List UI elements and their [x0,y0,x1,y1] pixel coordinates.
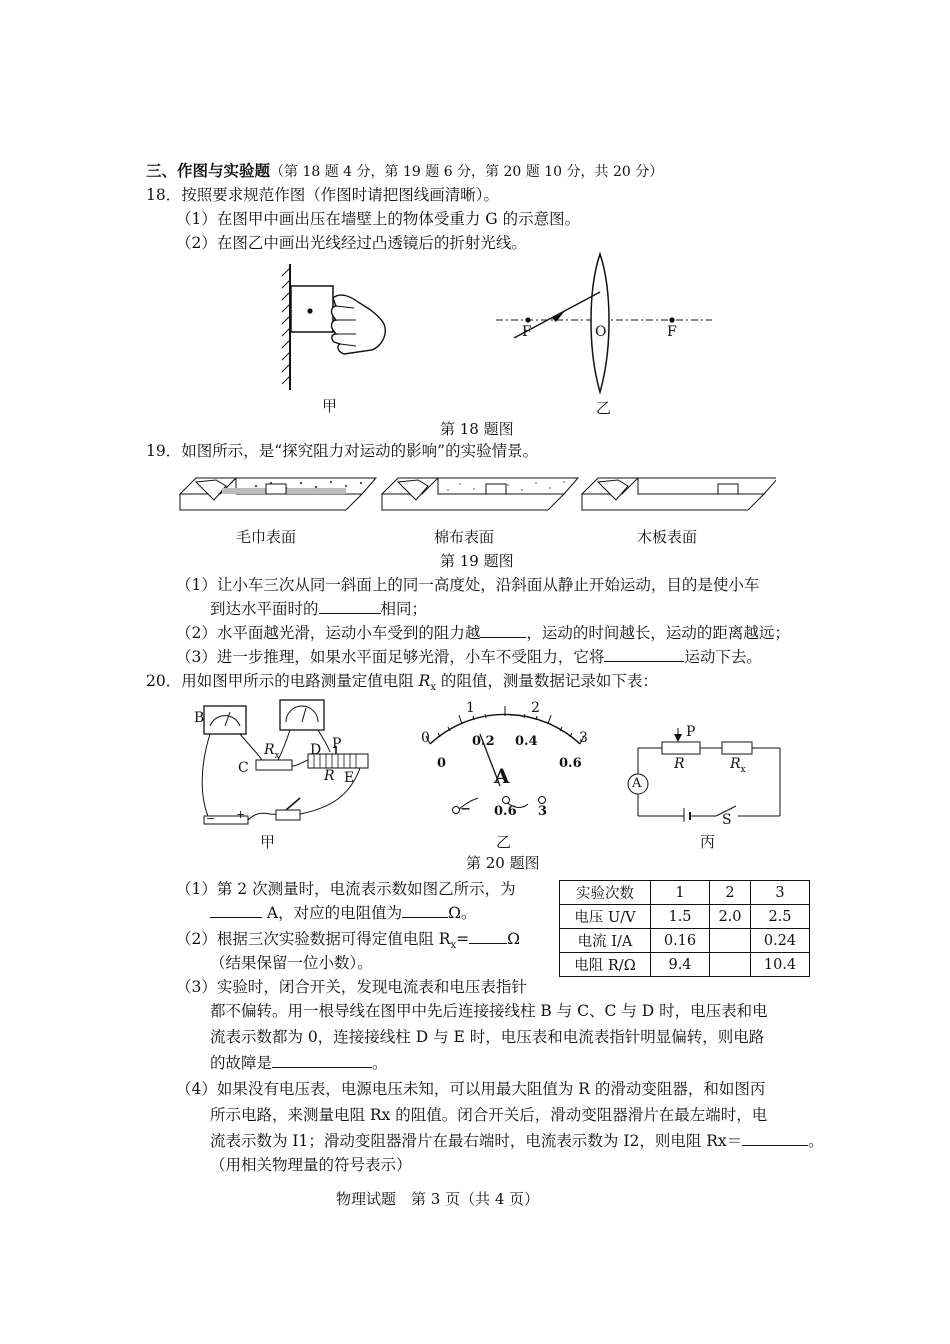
table-cell: 10.4 [751,953,810,977]
q19-part3: （3）进一步推理，如果水平面足够光滑，小车不受阻力，它将 运动下去。 [176,648,762,666]
q20-part1a: （1）第 2 次测量时，电流表示数如图乙所示，为 [176,880,516,898]
table-cell: 2.0 [710,905,751,929]
q20-jia-Rx: $R_x$ [264,742,280,761]
q20-jia-D: D [310,742,322,758]
table-row [560,881,810,905]
q20-part4c: 流表示数为 I1；滑动变阻器滑片在最右端时，电流表示数为 I2，则电阻 Rx＝ 。 [210,1132,824,1150]
q20-yi-inner-06: 0.6 [559,756,582,771]
q20-yi-tick-1: 1 [466,700,475,716]
q20-bing-ammeter: A [632,776,642,791]
table-cell: 0.24 [751,929,810,953]
q20-yi-term-minus: − [460,802,471,817]
q18-part1: （1）在图甲中画出压在墙壁上的物体受重力 G 的示意图。 [176,210,581,228]
q19-part1b: 到达水平面时的 相同； [210,600,428,618]
section-title: 三、作图与实验题 [146,161,271,180]
q19-part1a: （1）让小车三次从同一斜面上的同一高度处，沿斜面从静止开始运动，目的是使小车 [176,576,760,594]
q20-part2: （2）根据三次实验数据可得定值电阻 $R_x= \Omega$ [176,930,520,952]
surface-towel [180,478,376,510]
q20-part3a: （3）实验时，闭合开关，发现电流表和电压表指针 [176,978,527,996]
q18-part2: （2）在图乙中画出光线经过凸透镜后的折射光线。 [176,234,527,252]
q18-center-o: O [595,324,607,340]
q20-jia-C: C [238,760,249,776]
q18-stem: 18．按照要求规范作图（作图时请把图线画清晰）。 [146,186,499,204]
q20-blank-formula[interactable] [742,1131,808,1146]
q19-blank-1[interactable] [319,599,381,614]
q20-figure-bing [618,722,788,822]
section-header [146,160,663,183]
table-cell-blank[interactable] [710,953,751,977]
q20-blank-resistance[interactable] [402,903,448,918]
q18-label-yi: 乙 [596,399,612,417]
surface-cotton [382,478,578,510]
q20-jia-E: E [344,770,355,786]
table-cell: 电阻 R/Ω [560,953,651,977]
q20-bing-Rx: $R_x$ [730,756,746,775]
q20-yi-term-3: 3 [538,804,548,819]
q18-figure-jia [270,258,400,398]
q18-focus-left: F [522,324,532,340]
table-cell: 实验次数 [560,881,651,905]
table-cell: 电流 I/A [560,929,651,953]
q20-part4a: （4）如果没有电压表，电源电压未知，可以用最大阻值为 R 的滑动变阻器，和如图丙 [176,1080,766,1098]
q20-yi-inner-04: 0.4 [515,734,538,749]
q20-blank-current[interactable] [210,903,262,918]
q18-caption: 第 18 题图 [440,420,514,438]
table-row [560,953,810,977]
q19-caption: 第 19 题图 [440,552,514,570]
q20-blank-fault[interactable] [272,1053,372,1068]
q20-label-bing: 丙 [700,833,716,851]
q19-surface-wood: 木板表面 [637,528,698,546]
table-row [560,929,810,953]
q19-surface-towel: 毛巾表面 [236,528,297,546]
q20-part3b: 都不偏转。用一根导线在图甲中先后连接接线柱 B 与 C、C 与 D 时，电压表和电 [210,1002,768,1020]
q20-jia-minus: − [206,812,216,825]
q20-label-jia: 甲 [260,833,276,851]
q20-caption: 第 20 题图 [466,854,540,872]
q20-yi-unit: A [494,764,510,788]
q20-part4b: 所示电路，来测量电阻 Rx 的阻值。闭合开关后，滑动变阻器滑片在最左端时，电 [210,1106,768,1124]
q20-bing-P: P [686,724,696,740]
q20-part4d: （用相关物理量的符号表示） [210,1156,412,1174]
q20-label-yi: 乙 [496,833,512,851]
page-footer: 物理试题 第 3 页（共 4 页） [336,1190,540,1208]
q20-figure-jia [190,696,380,834]
q20-yi-zero-top: 0 [421,730,430,746]
table-cell: 2.5 [751,905,810,929]
table-cell: 0.16 [651,929,710,953]
q20-part3c: 流表示数都为 0，连接接线柱 D 与 E 时，电压表和电流表指针明显偏转，则电路 [210,1028,765,1046]
q20-bing-R: R [674,756,685,772]
table-row [560,905,810,929]
table-cell: 9.4 [651,953,710,977]
q19-surface-cotton: 棉布表面 [434,528,495,546]
table-cell: 1.5 [651,905,710,929]
q20-jia-plus: + [236,808,246,821]
q20-part2b: （结果保留一位小数）。 [210,954,373,972]
q19-blank-3[interactable] [604,647,684,662]
q19-stem: 19．如图所示，是“探究阻力对运动的影响”的实验情景。 [146,442,539,460]
q20-part3d: 的故障是 。 [210,1054,388,1072]
q20-yi-tick-3: 3 [579,730,588,746]
q20-blank-rx[interactable] [469,929,507,944]
section-note: （第 18 题 4 分，第 19 题 6 分，第 20 题 10 分，共 20 分） [270,164,664,180]
q20-jia-B: B [194,710,205,726]
q20-yi-term-06: 0.6 [494,804,517,819]
q20-part1b: A，对应的电阻值为 Ω。 [210,902,476,924]
q20-yi-inner-02: 0.2 [472,734,495,749]
q18-label-jia: 甲 [322,397,338,415]
q19-figure [176,470,776,526]
q20-data-table [559,880,810,977]
q19-part2: （2）水平面越光滑，运动小车受到的阻力越 ，运动的时间越长，运动的距离越远； [176,624,790,642]
table-cell: 3 [751,881,810,905]
table-cell: 2 [710,881,751,905]
q20-jia-P: P [332,736,342,752]
q19-blank-2[interactable] [480,623,526,638]
surface-wood [582,478,776,510]
q20-jia-R: R [324,768,335,784]
q20-yi-tick-2: 2 [531,700,540,716]
q20-bing-S: S [722,812,732,828]
q20-yi-inner-0: 0 [437,756,447,771]
q20-stem: 20．用如图甲所示的电路测量定值电阻 $R_x$ 的阻值，测量数据记录如下表： [146,672,658,694]
table-cell-blank[interactable] [710,929,751,953]
table-cell: 电压 U/V [560,905,651,929]
q18-focus-right: F [667,324,677,340]
table-cell: 1 [651,881,710,905]
